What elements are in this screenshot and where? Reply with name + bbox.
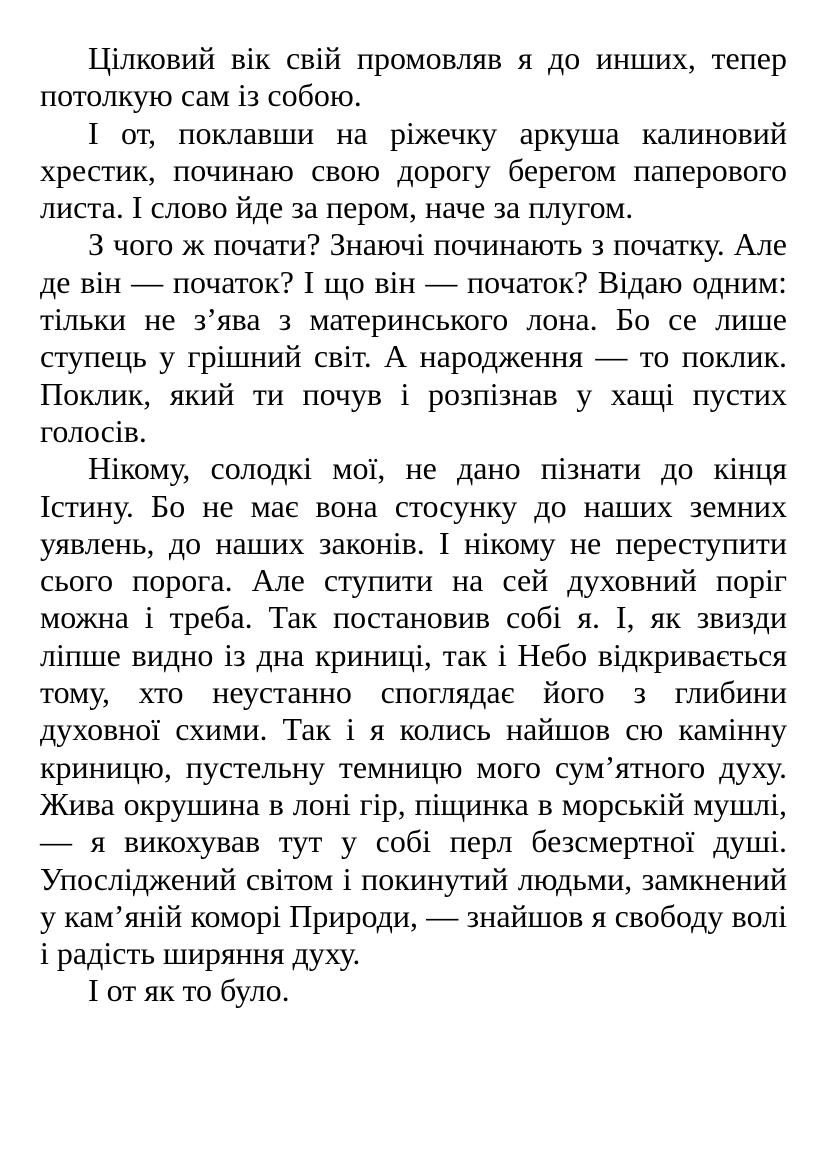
paragraph-1: Цілковий вік свій промовляв я до инших, тепер потолкую сам із собою. — [40, 40, 787, 114]
paragraph-4: Нікому, солодкі мої, не дано пізнати до кінця Істину. Бо не має вона стосунку до наших земних уявлень, до наших законів. І нікому не переступити сього порога. Але ступити на сей духовний поріг можна і треба. Так постановив собі я. І, як звизди ліпше видно із дна криниці, так і Небо відкривається тому, хто неустанно споглядає його з глибини духовної схими. Так і я колись найшов сю камінну криницю, пустельну темницю мого сум’ятного духу. Жива окрушина в лоні гір, піщинка в морській мушлі, — я викохував тут у собі перл безсмертної душі. Упосліджений світом і покинутий людьми, замкнений у кам’яній коморі Природи, — знайшов я свободу волі і радість ширяння духу. — [40, 450, 787, 972]
document-page — [40, 40, 787, 1010]
paragraph-2: І от, поклавши на ріжечку аркуша калиновий хрестик, починаю свою дорогу берегом паперового листа. І слово йде за пером, наче за плугом. — [40, 114, 787, 226]
paragraph-3: З чого ж почати? Знаючі починають з початку. Але де він — початок? І що він — початок? Відаю одним: тільки не з’ява з материнського лона. Бо се лише ступець у грішний світ. А народження — то поклик. Поклик, який ти почув і розпізнав у хащі пустих голосів. — [40, 226, 787, 449]
paragraph-5: І от як то було. — [88, 972, 290, 1009]
